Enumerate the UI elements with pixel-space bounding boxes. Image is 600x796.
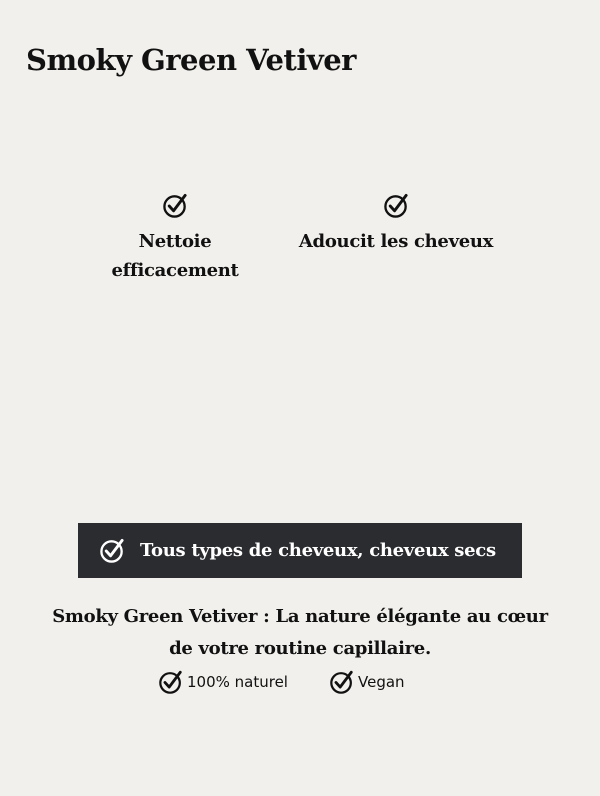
feature-cleans: [75, 192, 275, 285]
badge-vegan: [329, 669, 405, 695]
check-circle-icon: [158, 669, 184, 695]
product-title: Smoky Green Vetiver: [26, 43, 356, 77]
banner-text: Tous types de cheveux, cheveux secs: [140, 540, 496, 561]
check-circle-icon: [383, 192, 410, 219]
check-circle-icon: [99, 537, 126, 564]
check-circle-icon: [162, 192, 189, 219]
hair-type-banner: [78, 523, 522, 578]
tagline: Smoky Green Vetiver : La nature élégante au cœur de votre routine capillaire.: [52, 606, 548, 659]
badge-label: Vegan: [358, 673, 405, 691]
feature-label: Adoucit les cheveux: [298, 231, 494, 252]
badge-label: 100% naturel: [187, 673, 288, 691]
feature-softens: [296, 192, 496, 256]
badge-natural: [158, 669, 288, 695]
feature-label: Nettoie efficacement: [111, 231, 239, 281]
check-circle-icon: [329, 669, 355, 695]
